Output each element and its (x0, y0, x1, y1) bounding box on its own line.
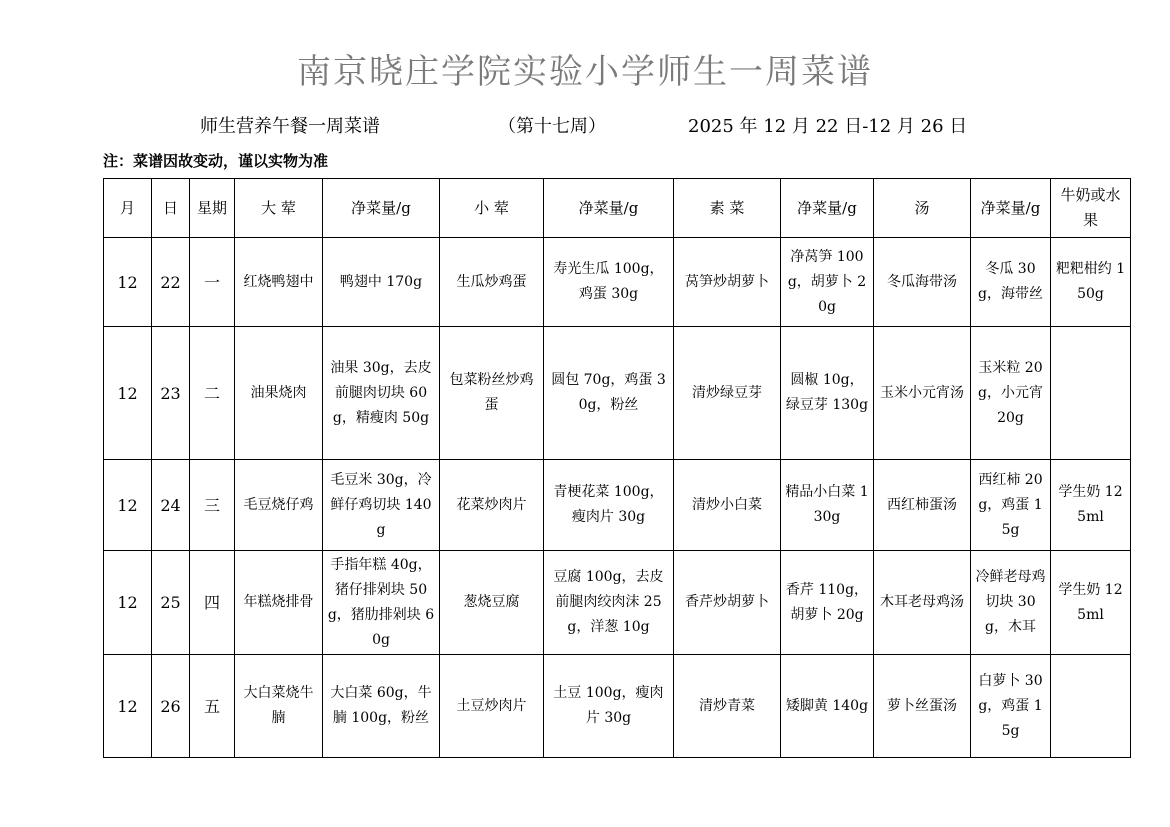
header-vegetable: 素 菜 (674, 179, 781, 238)
side-meat-cell: 花菜炒肉片 (440, 460, 544, 551)
header-vegetable-qty: 净菜量/g (781, 179, 874, 238)
day-cell: 26 (152, 655, 190, 758)
main-meat-qty-cell: 大白菜 60g，牛腩 100g，粉丝 (323, 655, 440, 758)
weekly-menu-table (103, 178, 1131, 758)
header-weekday: 星期 (190, 179, 235, 238)
side-meat-qty-cell: 青梗花菜 100g，瘦肉片 30g (544, 460, 674, 551)
main-meat-cell: 红烧鸭翅中 (235, 238, 323, 327)
vegetable-qty-cell: 精品小白菜 130g (781, 460, 874, 551)
milk-fruit-cell: 粑粑柑约 150g (1051, 238, 1131, 327)
milk-fruit-cell (1051, 327, 1131, 460)
milk-fruit-cell: 学生奶 125ml (1051, 460, 1131, 551)
side-meat-cell: 葱烧豆腐 (440, 551, 544, 655)
table-row (104, 551, 1131, 655)
side-meat-qty-cell: 圆包 70g，鸡蛋 30g，粉丝 (544, 327, 674, 460)
main-meat-cell: 年糕烧排骨 (235, 551, 323, 655)
weekday-cell: 一 (190, 238, 235, 327)
vegetable-qty-cell: 矮脚黄 140g (781, 655, 874, 758)
month-cell: 12 (104, 327, 152, 460)
header-side-meat: 小 荤 (440, 179, 544, 238)
soup-cell: 冬瓜海带汤 (874, 238, 971, 327)
weekday-cell: 三 (190, 460, 235, 551)
main-meat-cell: 油果烧肉 (235, 327, 323, 460)
main-meat-qty-cell: 油果 30g，去皮前腿肉切块 60g，精瘦肉 50g (323, 327, 440, 460)
vegetable-cell: 清炒青菜 (674, 655, 781, 758)
header-soup-qty: 净菜量/g (971, 179, 1051, 238)
menu-subtitle: 师生营养午餐一周菜谱 (200, 116, 380, 137)
main-meat-cell: 大白菜烧牛腩 (235, 655, 323, 758)
soup-qty-cell: 白萝卜 30g，鸡蛋 15g (971, 655, 1051, 758)
vegetable-qty-cell: 净莴笋 100g，胡萝卜 20g (781, 238, 874, 327)
header-side-meat-qty: 净菜量/g (544, 179, 674, 238)
date-range: 2025 年 12 月 22 日-12 月 26 日 (688, 116, 968, 137)
weekday-cell: 四 (190, 551, 235, 655)
month-cell: 12 (104, 460, 152, 551)
day-cell: 24 (152, 460, 190, 551)
vegetable-qty-cell: 圆椒 10g，绿豆芽 130g (781, 327, 874, 460)
side-meat-cell: 包菜粉丝炒鸡蛋 (440, 327, 544, 460)
vegetable-cell: 清炒小白菜 (674, 460, 781, 551)
table-row (104, 460, 1131, 551)
weekday-cell: 五 (190, 655, 235, 758)
table-row (104, 327, 1131, 460)
soup-cell: 萝卜丝蛋汤 (874, 655, 971, 758)
page-title: 南京晓庄学院实验小学师生一周菜谱 (297, 52, 873, 92)
vegetable-qty-cell: 香芹 110g，胡萝卜 20g (781, 551, 874, 655)
header-main-meat-qty: 净菜量/g (323, 179, 440, 238)
main-meat-cell: 毛豆烧仔鸡 (235, 460, 323, 551)
table-header-row (104, 179, 1131, 238)
day-cell: 23 (152, 327, 190, 460)
header-day: 日 (152, 179, 190, 238)
weekday-cell: 二 (190, 327, 235, 460)
vegetable-cell: 莴笋炒胡萝卜 (674, 238, 781, 327)
side-meat-cell: 生瓜炒鸡蛋 (440, 238, 544, 327)
header-soup: 汤 (874, 179, 971, 238)
change-note: 注：菜谱因故变动，谨以实物为准 (103, 152, 329, 170)
day-cell: 25 (152, 551, 190, 655)
milk-fruit-cell: 学生奶 125ml (1051, 551, 1131, 655)
header-milk-fruit: 牛奶或水果 (1051, 179, 1131, 238)
soup-qty-cell: 冬瓜 30g，海带丝 (971, 238, 1051, 327)
soup-qty-cell: 冷鲜老母鸡切块 30g，木耳 (971, 551, 1051, 655)
vegetable-cell: 清炒绿豆芽 (674, 327, 781, 460)
soup-qty-cell: 玉米粒 20g，小元宵 20g (971, 327, 1051, 460)
soup-cell: 西红柿蛋汤 (874, 460, 971, 551)
soup-cell: 玉米小元宵汤 (874, 327, 971, 460)
week-label: （第十七周） (498, 116, 606, 137)
side-meat-qty-cell: 豆腐 100g，去皮前腿肉绞肉沫 25g，洋葱 10g (544, 551, 674, 655)
side-meat-qty-cell: 土豆 100g，瘦肉片 30g (544, 655, 674, 758)
main-meat-qty-cell: 手指年糕 40g，猪仔排剁块 50g，猪肋排剁块 60g (323, 551, 440, 655)
table-row (104, 655, 1131, 758)
day-cell: 22 (152, 238, 190, 327)
side-meat-qty-cell: 寿光生瓜 100g，鸡蛋 30g (544, 238, 674, 327)
header-month: 月 (104, 179, 152, 238)
main-meat-qty-cell: 毛豆米 30g，冷鲜仔鸡切块 140g (323, 460, 440, 551)
month-cell: 12 (104, 238, 152, 327)
soup-cell: 木耳老母鸡汤 (874, 551, 971, 655)
main-meat-qty-cell: 鸭翅中 170g (323, 238, 440, 327)
vegetable-cell: 香芹炒胡萝卜 (674, 551, 781, 655)
side-meat-cell: 土豆炒肉片 (440, 655, 544, 758)
milk-fruit-cell (1051, 655, 1131, 758)
month-cell: 12 (104, 551, 152, 655)
header-main-meat: 大 荤 (235, 179, 323, 238)
month-cell: 12 (104, 655, 152, 758)
soup-qty-cell: 西红柿 20g，鸡蛋 15g (971, 460, 1051, 551)
table-row (104, 238, 1131, 327)
